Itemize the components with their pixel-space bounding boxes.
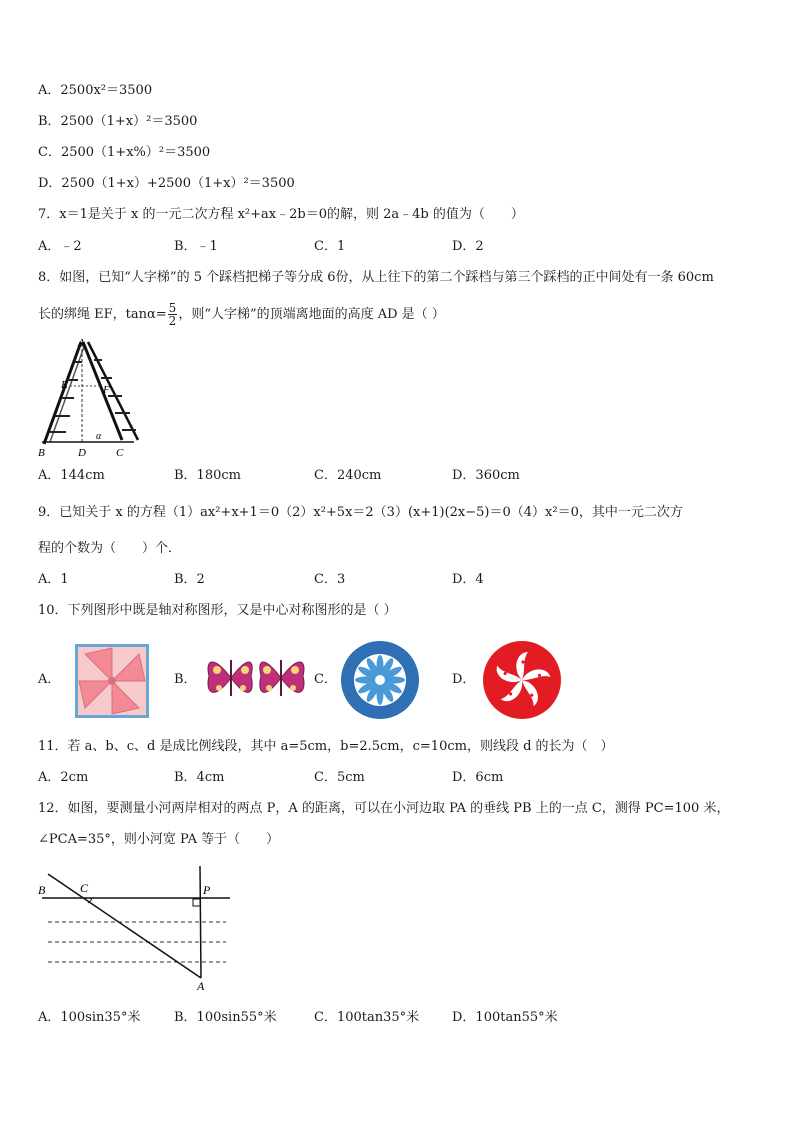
q8-option-a: A．144cm [38,468,105,483]
q8-option-d: D．360cm [452,468,520,483]
q11-option-d: D．6cm [452,770,504,785]
q11-option-b: B．4cm [174,770,225,785]
ladder-figure [34,336,154,461]
q10-label-a: A． [38,672,61,687]
q9-option-a: A．1 [38,572,69,587]
q12-option-c: C．100tan35°米 [314,1010,420,1025]
q11-option-c: C．5cm [314,770,365,785]
q6-option-c: C．2500（1+x%）²＝3500 [38,145,211,160]
q12-option-d: D．100tan55°米 [452,1010,558,1025]
label-c: C [80,881,89,895]
q7-option-a: A．﹣2 [38,239,82,254]
butterfly-pair-icon [203,646,309,710]
q6-option-a: A．2500x²＝3500 [38,83,153,98]
q8-stem-line2 [38,302,445,327]
q8-stem-line2-b: ，则“人字梯”的顶端离地面的高度 AD 是（ ） [178,307,445,322]
q11-stem: 11．若 a、b、c、d 是成比例线段，其中 a=5cm，b=2.5cm，c=10cm，则线段 d 的长为（ ） [38,739,614,754]
q9-option-b: B．2 [174,572,205,587]
fraction-numerator: 5 [168,301,177,315]
q9-option-c: C．3 [314,572,346,587]
q7-option-d: D．2 [452,239,484,254]
label-a: A [78,337,85,349]
q7-stem: 7．x＝1是关于 x 的一元二次方程 x²+ax﹣2b＝0的解，则 2a﹣4b 的值为（ ） [38,207,524,222]
q12-option-a: A．100sin35°米 [38,1010,141,1025]
q6-option-d: D．2500（1+x）+2500（1+x）²＝3500 [38,176,295,191]
q10-label-b: B． [174,672,197,687]
q8-option-c: C．240cm [314,468,382,483]
bauhinia-flower-icon [482,640,562,720]
blue-flower-icon [340,640,420,720]
q7-option-c: C．1 [314,239,346,254]
q9-stem-line1: 9．已知关于 x 的方程（1）ax²+x+1＝0（2）x²+5x＝2（3）(x+1)(2x−5)＝0（4）x²＝0，其中一元二次方 [38,505,683,520]
q12-stem-line2: ∠PCA=35°，则小河宽 PA 等于（ ） [38,832,280,847]
q9-option-d: D．4 [452,572,484,587]
q6-option-b: B．2500（1+x）²＝3500 [38,114,198,129]
label-f: F [103,384,110,396]
q10-label-c: C． [314,672,337,687]
label-b: B [38,883,46,897]
q7-option-b: B．﹣1 [174,239,218,254]
q10-stem: 10．下列图形中既是轴对称图形，又是中心对称图形的是（ ） [38,603,397,618]
fraction-denominator: 2 [168,314,177,328]
label-p: P [203,883,211,897]
q8-option-b: B．180cm [174,468,241,483]
label-d: D [78,447,86,459]
tan-alpha-fraction [168,302,178,327]
label-a: A [197,979,205,992]
q10-label-d: D． [452,672,476,687]
q9-stem-line2: 程的个数为（ ）个． [38,541,182,556]
label-b: B [38,447,45,459]
label-alpha: α [96,431,102,442]
river-figure [34,862,234,992]
q8-stem-line1: 8．如图，已知“人字梯”的 5 个踩档把梯子等分成 6份，从上往下的第二个踩档与第三个踩档的正中间处有一条 60cm [38,270,714,285]
q11-option-a: A．2cm [38,770,89,785]
pinwheel-icon [75,644,149,718]
label-c: C [116,447,124,459]
q8-stem-line2-a: 长的绑绳 EF，tanα= [38,307,167,322]
q12-option-b: B．100sin55°米 [174,1010,277,1025]
q12-stem-line1: 12．如图，要测量小河两岸相对的两点 P，A 的距离，可以在小河边取 PA 的垂线 PB 上的一点 C，测得 PC=100 米， [38,801,730,816]
label-e: E [61,379,68,391]
